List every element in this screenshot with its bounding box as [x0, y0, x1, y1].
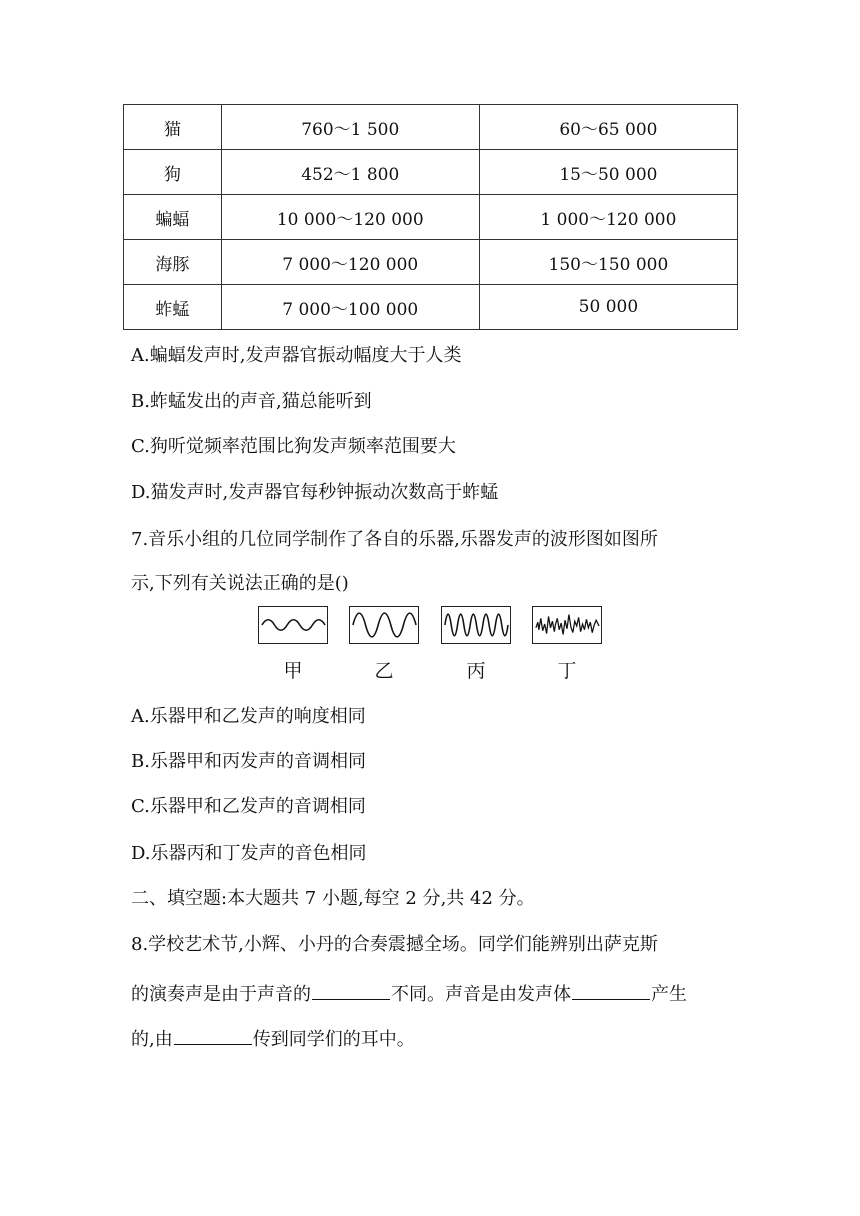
q8-text: 传到同学们的耳中。	[252, 1029, 415, 1050]
animal-cell: 狗	[124, 150, 222, 195]
answer-blank[interactable]	[312, 981, 390, 1000]
waveform-label-yi: 乙	[374, 660, 394, 682]
q8-text: 产生	[651, 984, 687, 1005]
range-cell: 10 000～120 000	[221, 195, 479, 240]
range-cell: 760～1 500	[221, 105, 479, 150]
section-heading: 二、填空题:本大题共 7 小题,每空 2 分,共 42 分。	[131, 888, 535, 909]
q6-option-c: C.狗听觉频率范围比狗发声频率范围要大	[131, 436, 456, 457]
table-row	[124, 150, 738, 195]
q8-text: 的,由	[131, 1029, 173, 1050]
q6-option-b: B.蚱蜢发出的声音,猫总能听到	[131, 391, 372, 412]
q7-option-b: B.乐器甲和丙发声的音调相同	[131, 751, 366, 772]
range-cell: 1 000～120 000	[479, 195, 737, 240]
range-cell: 7 000～100 000	[221, 285, 479, 330]
range-cell: 60～65 000	[479, 105, 737, 150]
q7-stem-line1: 7.音乐小组的几位同学制作了各自的乐器,乐器发声的波形图如图所	[131, 529, 658, 550]
waveform-bing	[441, 606, 511, 644]
range-cell: 7 000～120 000	[221, 240, 479, 285]
frequency-table	[123, 104, 738, 330]
answer-blank[interactable]	[174, 1026, 252, 1045]
waveform-label-ding: 丁	[557, 660, 577, 682]
q8-text: 的演奏声是由于声音的	[131, 984, 311, 1005]
range-cell: 15～50 000	[479, 150, 737, 195]
q7-stem-line2: 示,下列有关说法正确的是()	[131, 573, 349, 594]
animal-cell: 蚱蜢	[124, 285, 222, 330]
waveform-label-jia: 甲	[283, 660, 303, 682]
animal-cell: 猫	[124, 105, 222, 150]
animal-cell: 蝙蝠	[124, 195, 222, 240]
range-cell: 50 000	[479, 285, 737, 330]
answer-blank[interactable]	[572, 981, 650, 1000]
table-row	[124, 195, 738, 240]
range-cell: 452～1 800	[221, 150, 479, 195]
range-cell: 150～150 000	[479, 240, 737, 285]
q8-line3	[131, 1026, 415, 1049]
table-row	[124, 105, 738, 150]
animal-cell: 海豚	[124, 240, 222, 285]
q6-option-d: D.猫发声时,发声器官每秒钟振动次数高于蚱蜢	[131, 482, 499, 503]
q8-text: 不同。声音是由发声体	[391, 984, 571, 1005]
q8-line2	[131, 981, 687, 1004]
q7-option-c: C.乐器甲和乙发声的音调相同	[131, 796, 366, 817]
table-row	[124, 240, 738, 285]
q7-option-a: A.乐器甲和乙发声的响度相同	[131, 706, 366, 727]
q8-line1: 8.学校艺术节,小辉、小丹的合奏震撼全场。同学们能辨别出萨克斯	[131, 934, 658, 955]
waveform-label-bing: 丙	[466, 660, 486, 682]
waveform-yi	[349, 606, 419, 644]
table-row	[124, 285, 738, 330]
q7-option-d: D.乐器丙和丁发声的音色相同	[131, 843, 367, 864]
waveform-jia	[258, 606, 328, 644]
waveform-ding	[532, 606, 602, 644]
q6-option-a: A.蝙蝠发声时,发声器官振动幅度大于人类	[131, 345, 462, 366]
